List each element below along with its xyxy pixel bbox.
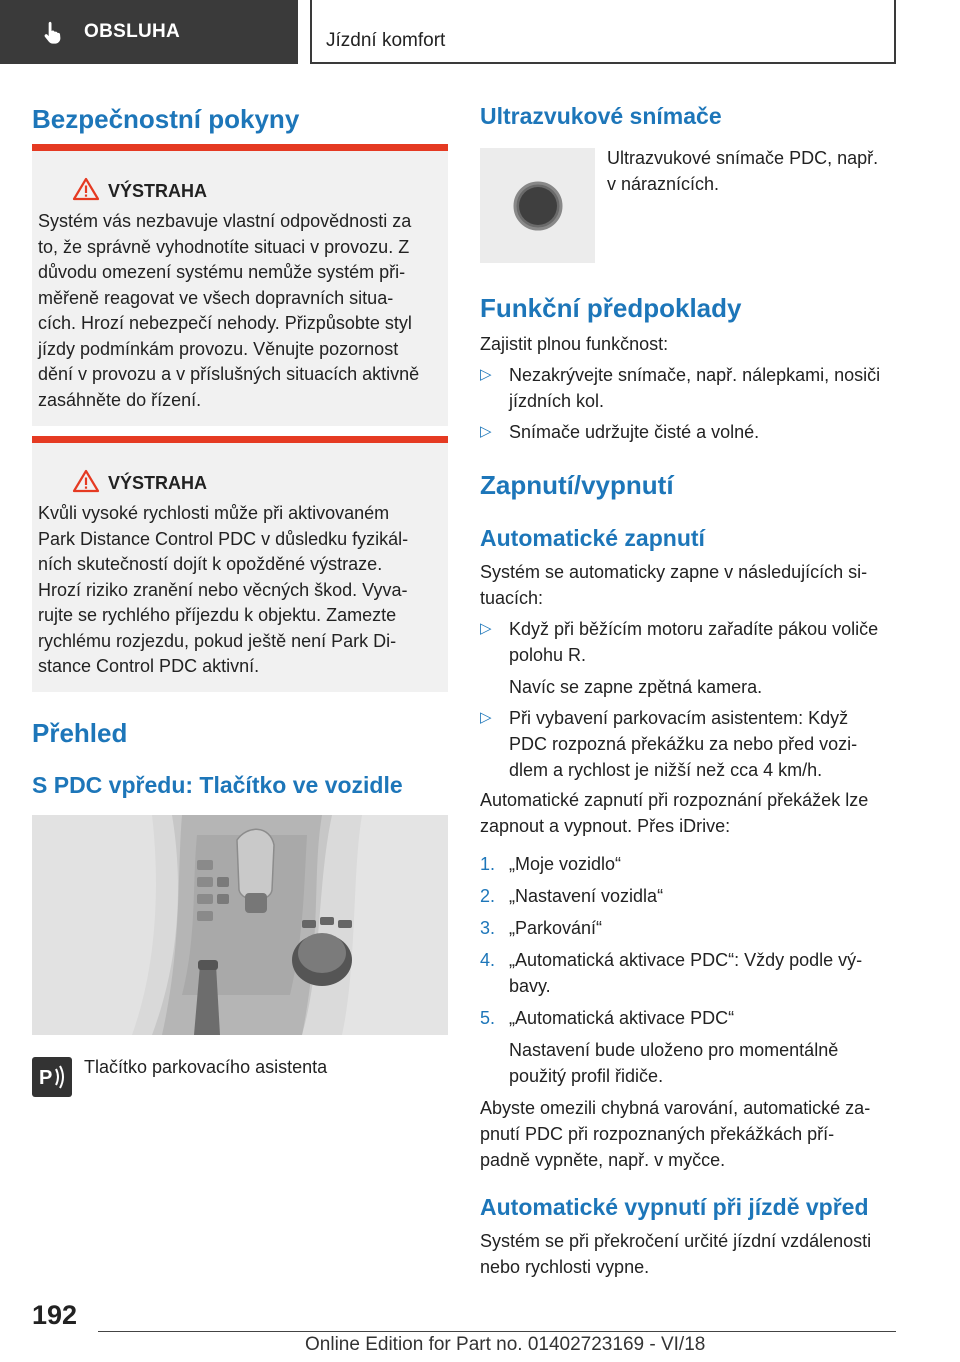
auto-off-text [480,1228,871,1280]
footer-divider [98,1331,896,1332]
warning-line: to, že správně vyhodnotíte situaci v provozu. Z [38,236,410,257]
step-number: 2. [480,886,496,906]
center-console-photo [32,815,448,1035]
text-line: zapnout a vypnout. Přes iDrive: [480,816,731,836]
text-line: Ultrazvukové snímače PDC, např. [607,148,879,168]
warning-line: dění v provozu a v příslušných situacích aktivně [38,364,420,384]
text-line: PDC rozpozná překážku za nebo před vozi- [509,734,858,754]
svg-text:P: P [39,1067,53,1089]
warning-line: rychlému rozjezdu, pokud ještě není Park Di- [38,630,397,651]
step-number: 4. [480,950,496,970]
chapter-label: Jízdní komfort [326,30,446,51]
warning-box-1 [32,144,448,426]
ultrasonic-sensor-image [480,148,595,263]
step-number: 5. [480,1008,496,1028]
warning-line: zasáhněte do řízení. [38,389,202,410]
pdc-front-heading: S PDC vpředu: Tlačítko ve vozidle [32,772,403,798]
page-number: 192 [32,1300,78,1330]
triangle-bullet-icon: ▷ [480,423,492,440]
warning-title: VÝSTRAHA [108,473,208,493]
text-line: Když při běžícím motoru zařadíte pákou voliče [509,619,879,639]
text-line: tuacích: [480,588,544,608]
triangle-bullet-icon: ▷ [480,366,492,383]
warning-triangle-icon [72,177,100,201]
step-number: 1. [480,854,496,874]
warning-box-2 [32,436,448,692]
warning-line: Park Distance Control PDC v důsledku fyzikál- [38,528,409,549]
step-number: 3. [480,918,496,938]
text-line: polohu R. [509,645,587,665]
prerequisites-heading: Funkční předpoklady [480,293,742,323]
warning-line: Kvůli vysoké rychlosti může při aktivovaném [38,503,390,523]
text-line: Nastavení bude uloženo pro momentálně [509,1040,839,1060]
text-line: „Parkování“ [509,918,603,938]
parking-assistant-button-icon [32,1057,72,1097]
safety-heading: Bezpečnostní pokyny [32,104,300,134]
text-line: Systém se automaticky zapne v následujících si- [480,562,868,582]
text-line: v náraznících. [607,174,720,194]
warning-triangle-icon [72,469,100,493]
warning-text [38,209,444,413]
list-item [480,705,900,783]
text-line: pnutí PDC při rozpoznaných překážkách pří- [480,1124,835,1144]
auto-off-heading: Automatické vypnutí při jízdě vpřed [480,1194,869,1220]
text-line: nebo rychlosti vypne. [480,1257,650,1277]
warning-line: stance Control PDC aktivní. [38,656,260,676]
text-line: padně vypněte, např. v myčce. [480,1150,726,1170]
text-line: bavy. [509,976,551,996]
section-label: OBSLUHA [84,21,181,42]
text-line: „Automatická aktivace PDC“ [509,1008,735,1028]
sensors-text [607,145,878,197]
text-line: dlem a rychlost je nižší než cca 4 km/h. [509,760,823,780]
step-item [480,851,900,877]
overview-heading: Přehled [32,718,128,748]
button-caption: Tlačítko parkovacího asistenta [84,1057,328,1077]
text-line: jízdních kol. [509,391,605,411]
warning-title: VÝSTRAHA [108,181,208,201]
edition-footer: Online Edition for Part no. 01402723169 - VI/18 [305,1334,706,1355]
step-item [480,915,900,941]
step-item [480,947,900,999]
warning-line: Systém vás nezbavuje vlastní odpovědnosti za [38,211,412,231]
warning-text [38,501,444,680]
text-line: „Moje vozidlo“ [509,854,622,874]
sensors-heading: Ultrazvukové snímače [480,103,722,129]
text-line: Navíc se zapne zpětná kamera. [509,677,763,697]
text-line: Systém se při překročení určité jízdní vzdálenosti [480,1231,872,1251]
warning-line: jízdy podmínkám provozu. Věnujte pozornost [38,338,399,359]
warning-line: důvodu omezení systému nemůže systém při- [38,262,406,282]
hand-pointer-icon [40,19,66,45]
step-item [480,883,900,909]
warning-line: cích. Hrozí nebezpečí nehody. Přizpůsobte styl [38,313,412,333]
warning-line: měřeně reagovat ve všech dopravních situa- [38,287,394,308]
text-line: Nezakrývejte snímače, např. nálepkami, nosiči [509,365,881,385]
prerequisites-intro: Zajistit plnou funkčnost: [480,334,669,354]
text-line: Snímače udržujte čisté a volné. [509,422,760,442]
idrive-intro [480,787,868,839]
list-item [480,419,900,445]
text-line: Automatické zapnutí při rozpoznání překážek lze [480,790,869,810]
triangle-bullet-icon: ▷ [480,709,492,726]
chapter-header [310,0,896,64]
auto-on-intro [480,559,867,611]
warning-line: Hrozí riziko zranění nebo věcných škod. Vyva- [38,579,408,600]
warning-line: ních skutečností dojít k opožděné výstraze. [38,554,383,574]
triangle-bullet-icon: ▷ [480,620,492,637]
warning-line: rujte se rychlého příjezdu k objektu. Zamezte [38,605,397,625]
text-line: použitý profil řidiče. [509,1066,664,1086]
false-alarm-text [480,1095,870,1173]
list-item [480,362,900,414]
text-line: Abyste omezili chybná varování, automatické za- [480,1098,871,1118]
step-item [480,1005,900,1089]
section-tab [0,0,298,64]
on-off-heading: Zapnutí/vypnutí [480,470,674,500]
list-item [480,616,900,700]
text-line: Při vybavení parkovacím asistentem: Když [509,708,849,728]
text-line: „Nastavení vozidla“ [509,886,664,906]
text-line: „Automatická aktivace PDC“: Vždy podle vý- [509,950,863,970]
auto-on-heading: Automatické zapnutí [480,525,705,551]
